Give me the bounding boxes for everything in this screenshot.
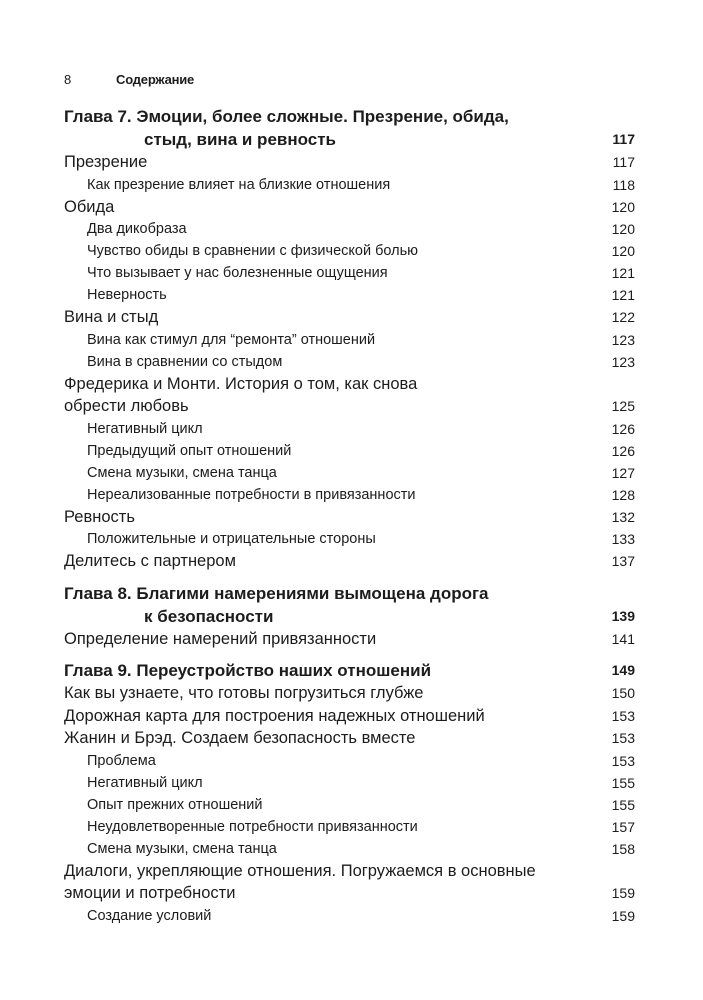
- toc-page-number: 121: [611, 287, 635, 303]
- toc-entry-title: [64, 816, 635, 838]
- toc-page-number: 153: [611, 752, 635, 769]
- toc-entry-title-line: Глава 7. Эмоции, более сложные. Презрение, обида,: [64, 107, 509, 126]
- toc-entry-title: [64, 306, 635, 329]
- toc-subsection-entry: [64, 174, 635, 196]
- toc-section-entry: [64, 682, 635, 705]
- toc-entry-title-line: Обида: [64, 197, 115, 216]
- toc-page-number: 137: [611, 553, 635, 569]
- toc-subsection-entry: [64, 418, 635, 440]
- page-number: 8: [64, 72, 72, 87]
- chapter-spacer: [64, 573, 635, 582]
- toc-section-entry: [64, 727, 635, 750]
- toc-entry-title-line: Вина в сравнении со стыдом: [87, 353, 283, 370]
- toc-entry-title: [64, 196, 635, 219]
- toc-entry-title-line: Ревность: [64, 507, 135, 526]
- toc-subsection-entry: [64, 262, 635, 284]
- toc-page-number: 121: [611, 265, 635, 281]
- toc-entry-title-line: Предыдущий опыт отношений: [87, 442, 292, 459]
- toc-page-number: 123: [611, 331, 635, 348]
- toc-entry-title: [64, 727, 635, 750]
- toc-entry-title-line: Определение намерений привязанности: [64, 629, 377, 648]
- toc-page-number: 120: [611, 243, 635, 259]
- toc-entry-title-line: Проблема: [87, 752, 156, 769]
- toc-entry-title: [64, 462, 635, 484]
- toc-subsection-entry: [64, 905, 635, 927]
- toc-entry-title-line: Делитесь с партнером: [64, 552, 236, 570]
- toc-section-entry: [64, 628, 635, 651]
- toc-page-number: 150: [611, 685, 635, 701]
- toc-entry-title: [64, 151, 635, 174]
- toc-entry-title-line: Нереализованные потребности в привязанности: [87, 486, 416, 503]
- toc-entry-title: [64, 440, 635, 462]
- toc-entry-title: [64, 528, 635, 550]
- toc-entry-title: [64, 705, 635, 728]
- running-head-section: Содержание: [116, 72, 195, 87]
- toc-subsection-entry: [64, 240, 635, 262]
- toc-entry-title-line: Негативный цикл: [87, 420, 203, 437]
- toc-page-number: 139: [611, 607, 635, 624]
- toc-entry-title: [64, 659, 635, 682]
- toc-page-number: 127: [611, 464, 635, 481]
- toc-entry-title-line: Дорожная карта для построения надежных отношений: [64, 706, 485, 725]
- toc-section-entry: [64, 705, 635, 728]
- toc-entry-title-line: Неудовлетворенные потребности привязанности: [87, 818, 418, 835]
- toc-page-number: 153: [611, 707, 635, 724]
- toc-page-number: 157: [611, 818, 635, 835]
- toc-page-number: 141: [611, 630, 635, 647]
- toc-subsection-entry: [64, 284, 635, 306]
- toc-entry-title-line: Негативный цикл: [87, 774, 203, 791]
- toc-section-entry: [64, 151, 635, 174]
- toc-page-number: 159: [611, 907, 635, 924]
- toc-subsection-entry: [64, 351, 635, 373]
- toc-entry-title-line: Глава 8. Благими намерениями вымощена дорога: [64, 583, 489, 603]
- toc-entry-title: [64, 506, 635, 529]
- toc-entry-title: [64, 329, 635, 351]
- toc-subsection-entry: [64, 750, 635, 772]
- toc-page-number: 126: [611, 442, 635, 459]
- toc-entry-title-line: Презрение: [64, 153, 148, 171]
- toc-entry-title-line: Создание условий: [87, 907, 212, 924]
- toc-page-number: 118: [612, 176, 635, 193]
- toc-section-entry: [64, 550, 635, 573]
- toc-entry-title-line: Неверность: [87, 287, 167, 303]
- toc-entry-title-line: обрести любовь: [64, 397, 189, 415]
- toc-subsection-entry: [64, 440, 635, 462]
- toc-entry-title: [64, 682, 635, 705]
- toc-subsection-entry: [64, 528, 635, 550]
- toc-page-number: 120: [611, 198, 635, 215]
- toc-page-number: 117: [612, 131, 635, 147]
- toc-subsection-entry: [64, 329, 635, 351]
- running-head: [64, 72, 194, 87]
- toc-subsection-entry: [64, 484, 635, 506]
- toc-section-entry: [64, 860, 635, 905]
- toc-page-number: 128: [611, 486, 635, 503]
- toc-page-number: 126: [611, 420, 635, 437]
- toc-entry-title: [64, 262, 635, 284]
- toc-page-number: 125: [611, 398, 635, 414]
- chapter-spacer: [64, 650, 635, 659]
- toc-page-number: 117: [612, 154, 635, 170]
- toc-entry-title: [64, 418, 635, 440]
- toc-entry-title: [64, 284, 635, 306]
- toc-entry-title: [64, 750, 635, 772]
- table-of-contents: [64, 105, 635, 927]
- toc-entry-title: [64, 905, 635, 927]
- toc-entry-title-line: Фредерика и Монти. История о том, как снова: [64, 374, 418, 393]
- toc-entry-title: [64, 582, 635, 628]
- toc-section-entry: [64, 506, 635, 529]
- toc-subsection-entry: [64, 838, 635, 860]
- toc-entry-title-line: Диалоги, укрепляющие отношения. Погружаемся в основные: [64, 861, 536, 880]
- toc-page-number: 133: [611, 531, 635, 547]
- toc-entry-title-line: Два дикобраза: [87, 221, 187, 237]
- toc-entry-title-line: Вина как стимул для “ремонта” отношений: [87, 331, 376, 348]
- toc-subsection-entry: [64, 218, 635, 240]
- toc-chapter-entry: [64, 659, 635, 682]
- toc-section-entry: [64, 306, 635, 329]
- toc-subsection-entry: [64, 772, 635, 794]
- toc-entry-title: [64, 794, 635, 816]
- toc-page-number: 159: [611, 885, 635, 901]
- toc-entry-title: [64, 484, 635, 506]
- toc-entry-title: [64, 351, 635, 373]
- toc-entry-title-line: Как вы узнаете, что готовы погрузиться глубже: [64, 684, 424, 702]
- toc-page-number: 120: [611, 221, 635, 237]
- toc-section-entry: [64, 196, 635, 219]
- toc-entry-title-line: Жанин и Брэд. Создаем безопасность вместе: [64, 729, 416, 747]
- toc-subsection-entry: [64, 462, 635, 484]
- toc-entry-title: [64, 373, 635, 418]
- toc-page-number: 153: [611, 730, 635, 746]
- toc-entry-title: [64, 772, 635, 794]
- toc-chapter-entry: [64, 582, 635, 628]
- toc-page-number: 149: [611, 662, 635, 678]
- toc-entry-title-line: Вина и стыд: [64, 308, 159, 326]
- toc-page-number: 155: [611, 774, 635, 791]
- toc-entry-title-line: Чувство обиды в сравнении с физической болью: [87, 243, 419, 259]
- toc-entry-title-line: Глава 9. Переустройство наших отношений: [64, 661, 432, 680]
- toc-entry-title-line: Смена музыки, смена танца: [87, 840, 277, 857]
- toc-entry-title-line: к безопасности: [144, 606, 274, 626]
- toc-subsection-entry: [64, 816, 635, 838]
- toc-entry-title-line: эмоции и потребности: [64, 884, 236, 902]
- toc-subsection-entry: [64, 794, 635, 816]
- toc-entry-title: [64, 174, 635, 196]
- toc-entry-title-line: Положительные и отрицательные стороны: [87, 531, 376, 547]
- toc-section-entry: [64, 373, 635, 418]
- toc-entry-title: [64, 860, 635, 905]
- toc-entry-title-line: Как презрение влияет на близкие отношения: [87, 176, 391, 193]
- toc-page-number: 122: [611, 309, 635, 325]
- toc-page-number: 123: [611, 353, 635, 370]
- toc-page-number: 132: [611, 508, 635, 525]
- toc-entry-title-line: Что вызывает у нас болезненные ощущения: [87, 265, 388, 281]
- toc-entry-title: [64, 838, 635, 860]
- toc-entry-title: [64, 218, 635, 240]
- toc-entry-title: [64, 105, 635, 151]
- toc-entry-title: [64, 550, 635, 573]
- toc-entry-title-line: Опыт прежних отношений: [87, 796, 263, 813]
- toc-entry-title: [64, 628, 635, 651]
- toc-entry-title-line: стыд, вина и ревность: [144, 130, 337, 149]
- toc-page-number: 158: [611, 840, 635, 857]
- toc-entry-title: [64, 240, 635, 262]
- toc-entry-title-line: Смена музыки, смена танца: [87, 464, 277, 481]
- toc-page-number: 155: [611, 796, 635, 813]
- toc-chapter-entry: [64, 105, 635, 151]
